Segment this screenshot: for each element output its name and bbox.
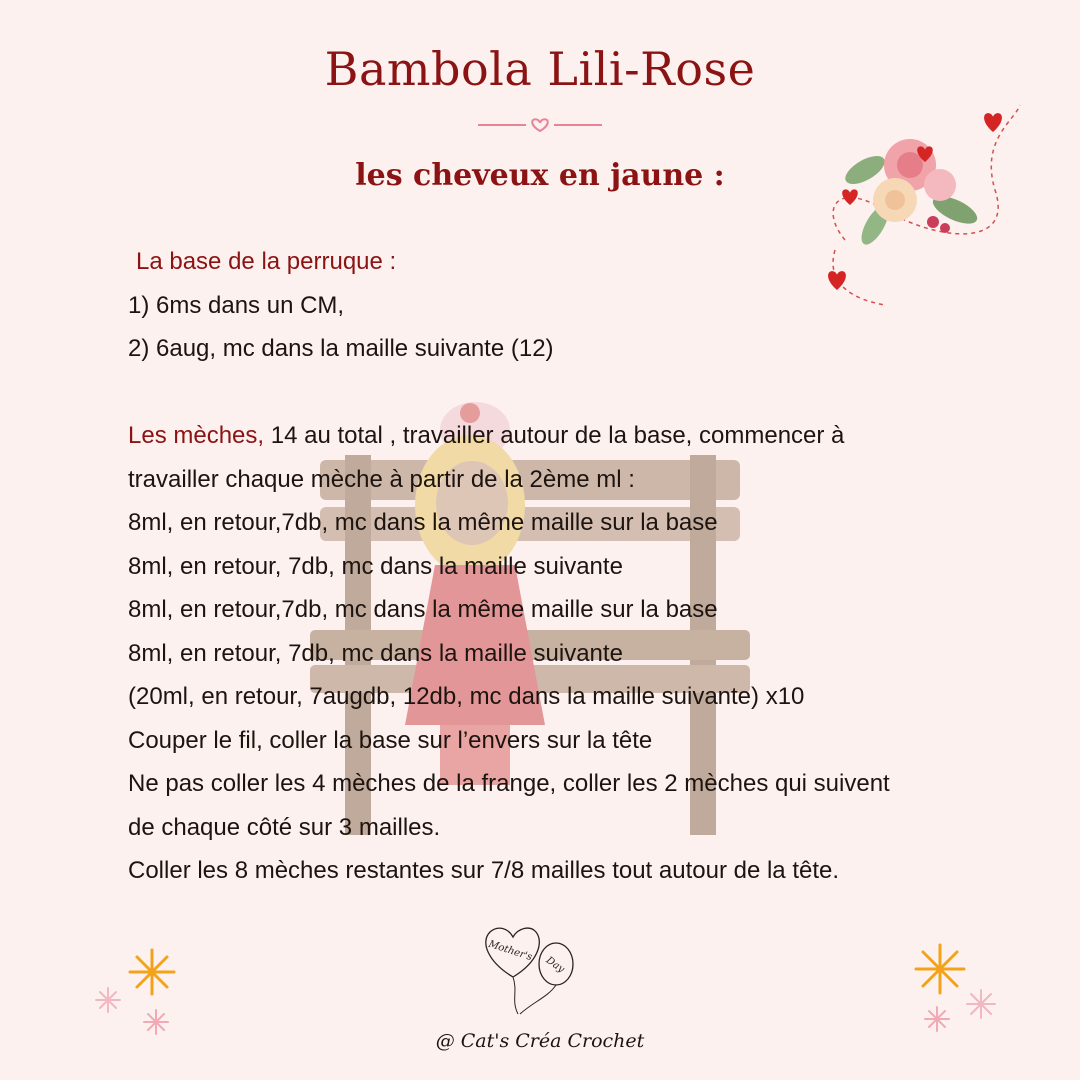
sparkle-icon <box>96 988 120 1012</box>
balloon-text-day: Day <box>543 954 567 976</box>
sparkle-icon <box>925 1007 949 1031</box>
base-step-1: 1) 6ms dans un CM, <box>128 291 345 319</box>
sparkle-decoration-right <box>905 935 1005 1040</box>
meches-line-9: de chaque côté sur 3 mailles. <box>128 813 441 841</box>
heart-icon <box>984 113 1002 132</box>
base-heading: La base de la perruque : <box>136 248 397 275</box>
balloon-text-mothers: Mother's <box>487 938 534 964</box>
sparkle-icon <box>967 990 995 1018</box>
meches-heading: Les mèches, <box>128 422 265 449</box>
base-step-2: 2) 6aug, mc dans la maille suivante (12) <box>128 335 554 362</box>
meches-line-5: 8ml, en retour, 7db, mc dans la maille suivante <box>128 639 623 667</box>
meches-line-3: 8ml, en retour, 7db, mc dans la maille suivante <box>128 552 623 580</box>
section-subtitle: les cheveux en jaune : <box>355 158 725 193</box>
meches-line-4: 8ml, en retour,7db, mc dans la même maille sur la base <box>128 596 718 623</box>
rose-icon <box>924 169 956 201</box>
meches-intro-text: 14 au total , travailler autour de la base, commencer à <box>264 422 845 449</box>
mothers-day-balloons <box>478 922 578 1022</box>
heart-icon <box>842 189 858 205</box>
meches-intro <box>128 414 988 458</box>
meches-line-2: 8ml, en retour,7db, mc dans la même maille sur la base <box>128 509 718 536</box>
pattern-instructions <box>128 240 988 893</box>
paragraph-spacer <box>128 371 988 415</box>
sparkle-decoration-left <box>90 940 190 1040</box>
meches-line-1: travailler chaque mèche à partir de la 2ème ml : <box>128 465 635 493</box>
meches-line-10: Coller les 8 mèches restantes sur 7/8 mailles tout autour de la tête. <box>128 857 840 884</box>
heart-divider <box>478 116 602 134</box>
heart-icon <box>532 119 548 131</box>
meches-line-8: Ne pas coller les 4 mèches de la frange, coller les 2 mèches qui suivent <box>128 770 890 797</box>
sparkle-icon <box>916 945 964 993</box>
sparkle-icon <box>130 950 174 994</box>
meches-line-6: (20ml, en retour, 7augdb, 12db, mc dans la maille suivante) x10 <box>128 683 805 710</box>
footer-credit: @ Cat's Créa Crochet <box>435 1030 645 1052</box>
page-title: Bambola Lili-Rose <box>324 42 756 96</box>
meches-line-7: Couper le fil, coller la base sur l’envers sur la tête <box>128 726 653 754</box>
